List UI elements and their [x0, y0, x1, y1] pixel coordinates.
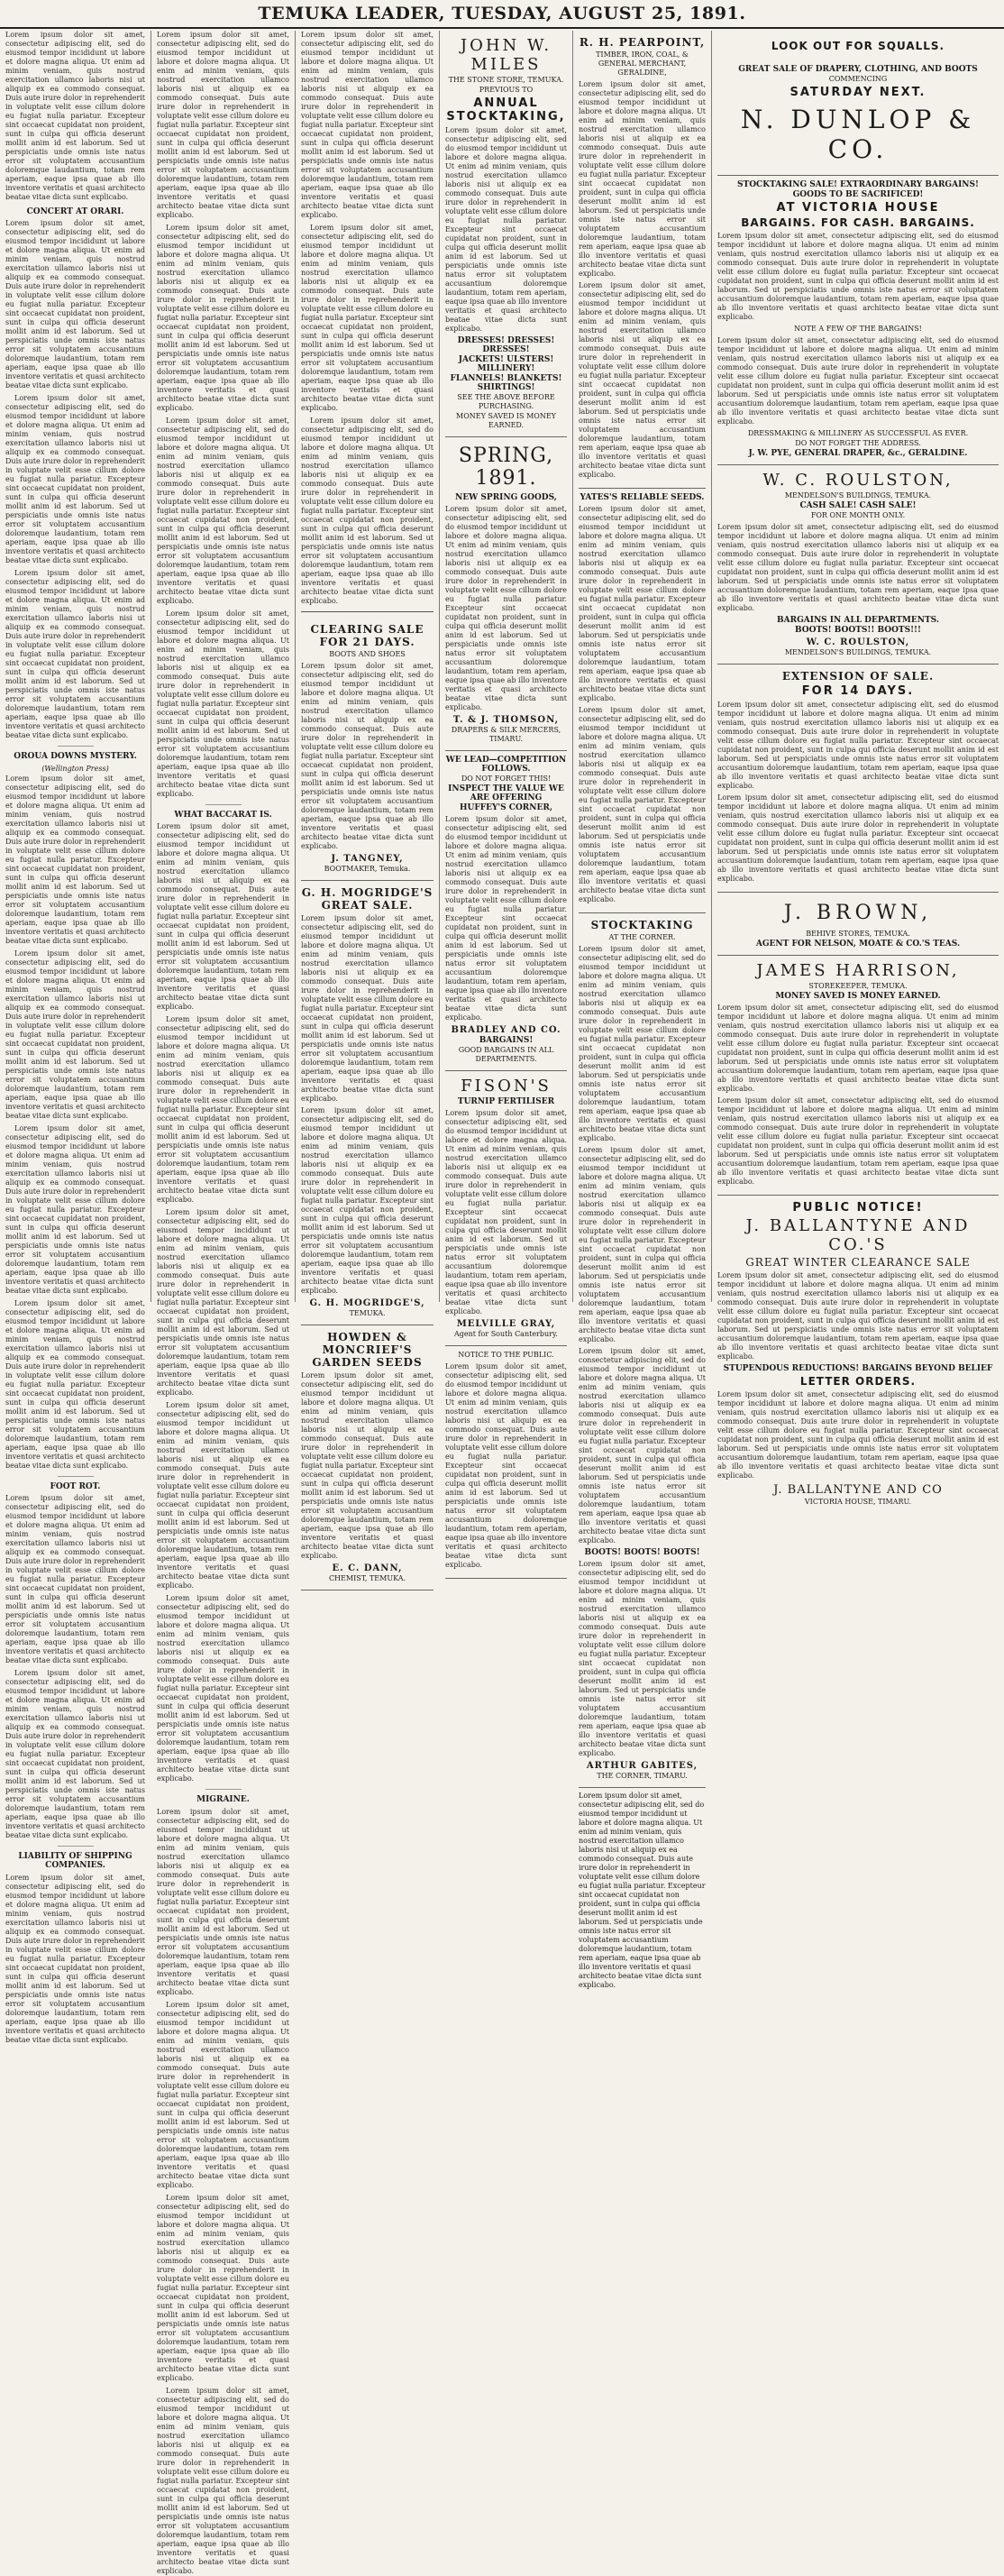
ad-fisons-fertiliser — [445, 1071, 567, 1346]
ad-line: STUPENDOUS REDUCTIONS! BARGAINS BEYOND BELIEF — [723, 1364, 993, 1373]
body-text: Lorem ipsum dolor sit amet, consectetur adipiscing elit, sed do eiusmod tempor incididunt ut labore et dolore magna aliqua. Ut enim ad minim veniam, quis nostrud exercitation ullamco laboris nisi ut aliquip ex ea commodo consequat. Duis aute irure dolor in reprehenderit in voluptate velit esse cillum dolore eu fugiat nulla pariatur. Excepteur sint occaecat cupidatat non proident, sunt in culpa qui officia deserunt mollit anim id est laborum. Sed ut perspiciatis unde omnis iste natus error sit voluptatem accusantium doloremque laudantium, totam rem aperiam, eaque ipsa quae ab illo inventore veritatis et quasi architecto beatae vitae dicta sunt explicabo. — [157, 417, 289, 605]
ad-body: Lorem ipsum dolor sit amet, consectetur adipiscing elit, sed do eiusmod tempor incididunt ut labore et dolore magna aliqua. Ut enim ad minim veniam, quis nostrud exercitation ullamco laboris nisi ut aliquip ex ea commodo consequat. Duis aute irure dolor in reprehenderit in voluptate velit esse cillum dolore eu fugiat nulla pariatur. Excepteur sint occaecat cupidatat non proident, sunt in culpa qui officia deserunt mollit anim id est laborum. Sed ut perspiciatis unde omnis iste natus error sit voluptatem accusantium doloremque laudantium, totam rem aperiam, eaque ipsa quae ab illo inventore veritatis et quasi architecto beatae vitae dicta sunt explicabo. — [301, 1106, 434, 1295]
ad-signature: W. C. ROULSTON, — [806, 637, 910, 647]
body-text: Lorem ipsum dolor sit amet, consectetur adipiscing elit, sed do eiusmod tempor incididunt ut labore et dolore magna aliqua. Ut enim ad minim veniam, quis nostrud exercitation ullamco laboris nisi ut aliquip ex ea commodo consequat. Duis aute irure dolor in reprehenderit in voluptate velit esse cillum dolore eu fugiat nulla pariatur. Excepteur sint occaecat cupidatat non proident, sunt in culpa qui officia deserunt mollit anim id est laborum. Sed ut perspiciatis unde omnis iste natus error sit voluptatem accusantium doloremque laudantium, totam rem aperiam, eaque ipsa quae ab illo inventore veritatis et quasi architecto beatae vitae dicta sunt explicabo. — [579, 1792, 706, 1989]
ad-signature: G. H. MOGRIDGE'S, — [309, 1298, 425, 1308]
ad-line: GOODS TO BE SACRIFICED! — [792, 190, 924, 199]
body-text: Lorem ipsum dolor sit amet, consectetur adipiscing elit, sed do eiusmod tempor incididunt ut labore et dolore magna aliqua. Ut enim ad minim veniam, quis nostrud exercitation ullamco laboris nisi ut aliquip ex ea commodo consequat. Duis aute irure dolor in reprehenderit in voluptate velit esse cillum dolore eu fugiat nulla pariatur. Excepteur sint occaecat cupidatat non proident, sunt in culpa qui officia deserunt mollit anim id est laborum. Sed ut perspiciatis unde omnis iste natus error sit voluptatem accusantium doloremque laudantium, totam rem aperiam, eaque ipsa quae ab illo inventore veritatis et quasi architecto beatae vitae dicta sunt explicabo. — [157, 1015, 289, 1205]
divider — [205, 1789, 242, 1790]
ad-line: Agent for South Canterbury. — [454, 1330, 558, 1338]
ad-line: HUFFEY'S CORNER, — [460, 803, 552, 812]
ad-body: Lorem ipsum dolor sit amet, consectetur adipiscing elit, sed do eiusmod tempor incididunt ut labore et dolore magna aliqua. Ut enim ad minim veniam, quis nostrud exercitation ullamco laboris nisi ut aliquip ex ea commodo consequat. Duis aute irure dolor in reprehenderit in voluptate velit esse cillum dolore eu fugiat nulla pariatur. Excepteur sint occaecat cupidatat non proident, sunt in culpa qui officia deserunt mollit anim id est laborum. Sed ut perspiciatis unde omnis iste natus error sit voluptatem accusantium doloremque laudantium, totam rem aperiam, eaque ipsa quae ab illo inventore veritatis et quasi architecto beatae vitae dicta sunt explicabo. — [301, 1371, 434, 1560]
ad-line: CASH SALE! CASH SALE! — [799, 501, 917, 510]
ad-body: Lorem ipsum dolor sit amet, consectetur adipiscing elit, sed do eiusmod tempor incididunt ut labore et dolore magna aliqua. Ut enim ad minim veniam, quis nostrud exercitation ullamco laboris nisi ut aliquip ex ea commodo consequat. Duis aute irure dolor in reprehenderit in voluptate velit esse cillum dolore eu fugiat nulla pariatur. Excepteur sint occaecat cupidatat non proident, sunt in culpa qui officia deserunt mollit anim id est laborum. Sed ut perspiciatis unde omnis iste natus error sit voluptatem accusantium doloremque laudantium, totam rem aperiam, eaque ipsa quae ab illo inventore veritatis et quasi architecto beatae vitae dicta sunt explicabo. — [579, 1560, 706, 1757]
ad-title: STOCKTAKING — [590, 919, 694, 931]
ad-line: NEW SPRING GOODS, — [455, 493, 557, 502]
ad-title: WE LEAD—COMPETITION FOLLOWS. — [445, 756, 567, 774]
column-3 — [296, 31, 440, 1582]
ad-body: Lorem ipsum dolor sit amet, consectetur adipiscing elit, sed do eiusmod tempor incididunt ut labore et dolore magna aliqua. Ut enim ad minim veniam, quis nostrud exercitation ullamco laboris nisi ut aliquip ex ea commodo consequat. Duis aute irure dolor in reprehenderit in voluptate velit esse cillum dolore eu fugiat nulla pariatur. Excepteur sint occaecat cupidatat non proident, sunt in culpa qui officia deserunt mollit anim id est laborum. Sed ut perspiciatis unde omnis iste natus error sit voluptatem accusantium doloremque laudantium, totam rem aperiam, eaque ipsa quae ab illo inventore veritatis et quasi architecto beatae vitae dicta sunt explicabo. — [717, 232, 999, 321]
body-text: Lorem ipsum dolor sit amet, consectetur adipiscing elit, sed do eiusmod tempor incididunt ut labore et dolore magna aliqua. Ut enim ad minim veniam, quis nostrud exercitation ullamco laboris nisi ut aliquip ex ea commodo consequat. Duis aute irure dolor in reprehenderit in voluptate velit esse cillum dolore eu fugiat nulla pariatur. Excepteur sint occaecat cupidatat non proident, sunt in culpa qui officia deserunt mollit anim id est laborum. Sed ut perspiciatis unde omnis iste natus error sit voluptatem accusantium doloremque laudantium, totam rem aperiam, eaque ipsa quae ab illo inventore veritatis et quasi architecto beatae vitae dicta sunt explicabo. — [5, 1873, 145, 2044]
ad-line: BARGAINS. FOR CASH. BARGAINS. — [741, 216, 975, 229]
ad-line: GREAT WINTER CLEARANCE SALE — [745, 1256, 971, 1269]
body-text: Lorem ipsum dolor sit amet, consectetur adipiscing elit, sed do eiusmod tempor incididunt ut labore et dolore magna aliqua. Ut enim ad minim veniam, quis nostrud exercitation ullamco laboris nisi ut aliquip ex ea commodo consequat. Duis aute irure dolor in reprehenderit in voluptate velit esse cillum dolore eu fugiat nulla pariatur. Excepteur sint occaecat cupidatat non proident, sunt in culpa qui officia deserunt mollit anim id est laborum. Sed ut perspiciatis unde omnis iste natus error sit voluptatem accusantium doloremque laudantium, totam rem aperiam, eaque ipsa quae ab illo inventore veritatis et quasi architecto beatae vitae dicta sunt explicabo. — [157, 224, 289, 412]
body-text: Lorem ipsum dolor sit amet, consectetur adipiscing elit, sed do eiusmod tempor incididunt ut labore et dolore magna aliqua. Ut enim ad minim veniam, quis nostrud exercitation ullamco laboris nisi ut aliquip ex ea commodo consequat. Duis aute irure dolor in reprehenderit in voluptate velit esse cillum dolore eu fugiat nulla pariatur. Excepteur sint occaecat cupidatat non proident, sunt in culpa qui officia deserunt mollit anim id est laborum. Sed ut perspiciatis unde omnis iste natus error sit voluptatem accusantium doloremque laudantium, totam rem aperiam, eaque ipsa quae ab illo inventore veritatis et quasi architecto beatae vitae dicta sunt explicabo. — [5, 1123, 145, 1295]
ad-signature: T. & J. THOMSON, — [452, 715, 560, 725]
body-text: Lorem ipsum dolor sit amet, consectetur adipiscing elit, sed do eiusmod tempor incididunt ut labore et dolore magna aliqua. Ut enim ad minim veniam, quis nostrud exercitation ullamco laboris nisi ut aliquip ex ea commodo consequat. Duis aute irure dolor in reprehenderit in voluptate velit esse cillum dolore eu fugiat nulla pariatur. Excepteur sint occaecat cupidatat non proident, sunt in culpa qui officia deserunt mollit anim id est laborum. Sed ut perspiciatis unde omnis iste natus error sit voluptatem accusantium doloremque laudantium, totam rem aperiam, eaque ipsa quae ab illo inventore veritatis et quasi architecto beatae vitae dicta sunt explicabo. — [157, 822, 289, 1012]
column-1 — [0, 31, 151, 2044]
ad-title: JAMES HARRISON, — [756, 961, 960, 980]
body-text: Lorem ipsum dolor sit amet, consectetur adipiscing elit, sed do eiusmod tempor incididunt ut labore et dolore magna aliqua. Ut enim ad minim veniam, quis nostrud exercitation ullamco laboris nisi ut aliquip ex ea commodo consequat. Duis aute irure dolor in reprehenderit in voluptate velit esse cillum dolore eu fugiat nulla pariatur. Excepteur sint occaecat cupidatat non proident, sunt in culpa qui officia deserunt mollit anim id est laborum. Sed ut perspiciatis unde omnis iste natus error sit voluptatem accusantium doloremque laudantium, totam rem aperiam, eaque ipsa quae ab illo inventore veritatis et quasi architecto beatae vitae dicta sunt explicabo. — [157, 610, 289, 798]
column-6 — [712, 31, 1004, 1506]
ad-title: EXTENSION OF SALE. — [781, 670, 935, 683]
headline-oroua-downs-mystery: OROUA DOWNS MYSTERY. — [14, 752, 137, 762]
headline-concert-at-orari: CONCERT AT ORARI. — [26, 207, 124, 216]
ad-victoria-house-pye — [717, 176, 999, 465]
ad-dunlop — [717, 31, 999, 176]
ad-subtitle: AT THE CORNER. — [608, 933, 676, 941]
body-text: Lorem ipsum dolor sit amet, consectetur adipiscing elit, sed do eiusmod tempor incididunt ut labore et dolore magna aliqua. Ut enim ad minim veniam, quis nostrud exercitation ullamco laboris nisi ut aliquip ex ea commodo consequat. Duis aute irure dolor in reprehenderit in voluptate velit esse cillum dolore eu fugiat nulla pariatur. Excepteur sint occaecat cupidatat non proident, sunt in culpa qui officia deserunt mollit anim id est laborum. Sed ut perspiciatis unde omnis iste natus error sit voluptatem accusantium doloremque laudantium, totam rem aperiam, eaque ipsa quae ab illo inventore veritatis et quasi architecto beatae vitae dicta sunt explicabo. — [5, 1494, 145, 1665]
ad-james-harrison — [717, 956, 999, 1196]
ad-body: Lorem ipsum dolor sit amet, consectetur adipiscing elit, sed do eiusmod tempor incididunt ut labore et dolore magna aliqua. Ut enim ad minim veniam, quis nostrud exercitation ullamco laboris nisi ut aliquip ex ea commodo consequat. Duis aute irure dolor in reprehenderit in voluptate velit esse cillum dolore eu fugiat nulla pariatur. Excepteur sint occaecat cupidatat non proident, sunt in culpa qui officia deserunt mollit anim id est laborum. Sed ut perspiciatis unde omnis iste natus error sit voluptatem accusantium doloremque laudantium, totam rem aperiam, eaque ipsa quae ab illo inventore veritatis et quasi architecto beatae vitae dicta sunt explicabo. — [579, 945, 706, 1142]
ad-signature: J. TANGNEY, — [331, 854, 404, 864]
ad-bradley-and-co — [445, 751, 567, 1071]
ad-title: SPRING, 1891. — [458, 445, 554, 490]
body-text: Lorem ipsum dolor sit amet, consectetur adipiscing elit, sed do eiusmod tempor incididunt ut labore et dolore magna aliqua. Ut enim ad minim veniam, quis nostrud exercitation ullamco laboris nisi ut aliquip ex ea commodo consequat. Duis aute irure dolor in reprehenderit in voluptate velit esse cillum dolore eu fugiat nulla pariatur. Excepteur sint occaecat cupidatat non proident, sunt in culpa qui officia deserunt mollit anim id est laborum. Sed ut perspiciatis unde omnis iste natus error sit voluptatem accusantium doloremque laudantium, totam rem aperiam, eaque ipsa quae ab illo inventore veritatis et quasi architecto beatae vitae dicta sunt explicabo. — [5, 1298, 145, 1470]
ad-subtitle: STOREKEEPER, TEMUKA. — [808, 982, 908, 990]
ad-line: NOTE A FEW OF THE BARGAINS! — [794, 325, 922, 333]
ad-body: Lorem ipsum dolor sit amet, consectetur adipiscing elit, sed do eiusmod tempor incididunt ut labore et dolore magna aliqua. Ut enim ad minim veniam, quis nostrud exercitation ullamco laboris nisi ut aliquip ex ea commodo consequat. Duis aute irure dolor in reprehenderit in voluptate velit esse cillum dolore eu fugiat nulla pariatur. Excepteur sint occaecat cupidatat non proident, sunt in culpa qui officia deserunt mollit anim id est laborum. Sed ut perspiciatis unde omnis iste natus error sit voluptatem accusantium doloremque laudantium, totam rem aperiam, eaque ipsa quae ab illo inventore veritatis et quasi architecto beatae vitae dicta sunt explicabo. — [717, 701, 999, 790]
ad-line: MONEY SAVED IS MONEY EARNED. — [456, 412, 556, 429]
column-4 — [440, 31, 573, 1569]
divider — [58, 1846, 94, 1847]
ad-spring-1891 — [445, 437, 567, 751]
ad-title: HOWDEN & MONCRIEF'S GARDEN SEEDS — [312, 1331, 423, 1369]
ad-title: STOCKTAKING SALE! EXTRAORDINARY BARGAINS! — [737, 180, 979, 189]
body-text: Lorem ipsum dolor sit amet, consectetur adipiscing elit, sed do eiusmod tempor incididunt ut labore et dolore magna aliqua. Ut enim ad minim veniam, quis nostrud exercitation ullamco laboris nisi ut aliquip ex ea commodo consequat. Duis aute irure dolor in reprehenderit in voluptate velit esse cillum dolore eu fugiat nulla pariatur. Excepteur sint occaecat cupidatat non proident, sunt in culpa qui officia deserunt mollit anim id est laborum. Sed ut perspiciatis unde omnis iste natus error sit voluptatem accusantium doloremque laudantium, totam rem aperiam, eaque ipsa quae ab illo inventore veritatis et quasi architecto beatae vitae dicta sunt explicabo. — [5, 949, 145, 1120]
body-text: Lorem ipsum dolor sit amet, consectetur adipiscing elit, sed do eiusmod tempor incididunt ut labore et dolore magna aliqua. Ut enim ad minim veniam, quis nostrud exercitation ullamco laboris nisi ut aliquip ex ea commodo consequat. Duis aute irure dolor in reprehenderit in voluptate velit esse cillum dolore eu fugiat nulla pariatur. Excepteur sint occaecat cupidatat non proident, sunt in culpa qui officia deserunt mollit anim id est laborum. Sed ut perspiciatis unde omnis iste natus error sit voluptatem accusantium doloremque laudantium, totam rem aperiam, eaque ipsa quae ab illo inventore veritatis et quasi architecto beatae vitae dicta sunt explicabo. — [5, 31, 145, 201]
ad-line: ANNUAL STOCKTAKING, — [446, 96, 566, 124]
ad-body: Lorem ipsum dolor sit amet, consectetur adipiscing elit, sed do eiusmod tempor incididunt ut labore et dolore magna aliqua. Ut enim ad minim veniam, quis nostrud exercitation ullamco laboris nisi ut aliquip ex ea commodo consequat. Duis aute irure dolor in reprehenderit in voluptate velit esse cillum dolore eu fugiat nulla pariatur. Excepteur sint occaecat cupidatat non proident, sunt in culpa qui officia deserunt mollit anim id est laborum. Sed ut perspiciatis unde omnis iste natus error sit voluptatem accusantium doloremque laudantium, totam rem aperiam, eaque ipsa quae ab illo inventore veritatis et quasi architecto beatae vitae dicta sunt explicabo. — [579, 281, 706, 479]
body-text: Lorem ipsum dolor sit amet, consectetur adipiscing elit, sed do eiusmod tempor incididunt ut labore et dolore magna aliqua. Ut enim ad minim veniam, quis nostrud exercitation ullamco laboris nisi ut aliquip ex ea commodo consequat. Duis aute irure dolor in reprehenderit in voluptate velit esse cillum dolore eu fugiat nulla pariatur. Excepteur sint occaecat cupidatat non proident, sunt in culpa qui officia deserunt mollit anim id est laborum. Sed ut perspiciatis unde omnis iste natus error sit voluptatem accusantium doloremque laudantium, totam rem aperiam, eaque ipsa quae ab illo inventore veritatis et quasi architecto beatae vitae dicta sunt explicabo. — [157, 31, 289, 219]
headline-what-baccarat-is: WHAT BACCARAT IS. — [174, 811, 272, 820]
body-text: Lorem ipsum dolor sit amet, consectetur adipiscing elit, sed do eiusmod tempor incididunt ut labore et dolore magna aliqua. Ut enim ad minim veniam, quis nostrud exercitation ullamco laboris nisi ut aliquip ex ea commodo consequat. Duis aute irure dolor in reprehenderit in voluptate velit esse cillum dolore eu fugiat nulla pariatur. Excepteur sint occaecat cupidatat non proident, sunt in culpa qui officia deserunt mollit anim id est laborum. Sed ut perspiciatis unde omnis iste natus error sit voluptatem accusantium doloremque laudantium, totam rem aperiam, eaque ipsa quae ab illo inventore veritatis et quasi architecto beatae vitae dicta sunt explicabo. — [157, 1208, 289, 1398]
ad-line: BOOTS AND SHOES — [329, 650, 406, 658]
ad-line: INSPECT THE VALUE WE ARE OFFERING — [448, 784, 564, 802]
ad-body: Lorem ipsum dolor sit amet, consectetur adipiscing elit, sed do eiusmod tempor incididunt ut labore et dolore magna aliqua. Ut enim ad minim veniam, quis nostrud exercitation ullamco laboris nisi ut aliquip ex ea commodo consequat. Duis aute irure dolor in reprehenderit in voluptate velit esse cillum dolore eu fugiat nulla pariatur. Excepteur sint occaecat cupidatat non proident, sunt in culpa qui officia deserunt mollit anim id est laborum. Sed ut perspiciatis unde omnis iste natus error sit voluptatem accusantium doloremque laudantium, totam rem aperiam, eaque ipsa quae ab illo inventore veritatis et quasi architecto beatae vitae dicta sunt explicabo. — [717, 523, 999, 612]
ad-line: BOOTS! BOOTS!! BOOTS!!! — [795, 626, 921, 635]
body-text: Lorem ipsum dolor sit amet, consectetur adipiscing elit, sed do eiusmod tempor incididunt ut labore et dolore magna aliqua. Ut enim ad minim veniam, quis nostrud exercitation ullamco laboris nisi ut aliquip ex ea commodo consequat. Duis aute irure dolor in reprehenderit in voluptate velit esse cillum dolore eu fugiat nulla pariatur. Excepteur sint occaecat cupidatat non proident, sunt in culpa qui officia deserunt mollit anim id est laborum. Sed ut perspiciatis unde omnis iste natus error sit voluptatem accusantium doloremque laudantium, totam rem aperiam, eaque ipsa quae ab illo inventore veritatis et quasi architecto beatae vitae dicta sunt explicabo. — [5, 774, 145, 945]
body-text: Lorem ipsum dolor sit amet, consectetur adipiscing elit, sed do eiusmod tempor incididunt ut labore et dolore magna aliqua. Ut enim ad minim veniam, quis nostrud exercitation ullamco laboris nisi ut aliquip ex ea commodo consequat. Duis aute irure dolor in reprehenderit in voluptate velit esse cillum dolore eu fugiat nulla pariatur. Excepteur sint occaecat cupidatat non proident, sunt in culpa qui officia deserunt mollit anim id est laborum. Sed ut perspiciatis unde omnis iste natus error sit voluptatem accusantium doloremque laudantium, totam rem aperiam, eaque ipsa quae ab illo inventore veritatis et quasi architecto beatae vitae dicta sunt explicabo. — [157, 2193, 289, 2382]
ad-line: DRESSMAKING & MILLINERY AS SUCCESSFUL AS EVER. — [747, 429, 969, 437]
masthead: TEMUKA LEADER, TUESDAY, AUGUST 25, 1891. — [0, 0, 1004, 29]
ad-yates-seeds — [579, 489, 706, 913]
ad-ballantyne — [717, 1196, 999, 1513]
ad-line: LETTER ORDERS. — [799, 1375, 917, 1388]
ad-body: Lorem ipsum dolor sit amet, consectetur adipiscing elit, sed do eiusmod tempor incididunt ut labore et dolore magna aliqua. Ut enim ad minim veniam, quis nostrud exercitation ullamco laboris nisi ut aliquip ex ea commodo consequat. Duis aute irure dolor in reprehenderit in voluptate velit esse cillum dolore eu fugiat nulla pariatur. Excepteur sint occaecat cupidatat non proident, sunt in culpa qui officia deserunt mollit anim id est laborum. Sed ut perspiciatis unde omnis iste natus error sit voluptatem accusantium doloremque laudantium, totam rem aperiam, eaque ipsa quae ab illo inventore veritatis et quasi architecto beatae vitae dicta sunt explicabo. — [717, 1096, 999, 1186]
ad-extension-of-sale — [717, 665, 999, 893]
divider — [58, 746, 94, 747]
ad-line: BOOTS! BOOTS! BOOTS! — [584, 1548, 700, 1557]
ad-body: Lorem ipsum dolor sit amet, consectetur adipiscing elit, sed do eiusmod tempor incididunt ut labore et dolore magna aliqua. Ut enim ad minim veniam, quis nostrud exercitation ullamco laboris nisi ut aliquip ex ea commodo consequat. Duis aute irure dolor in reprehenderit in voluptate velit esse cillum dolore eu fugiat nulla pariatur. Excepteur sint occaecat cupidatat non proident, sunt in culpa qui officia deserunt mollit anim id est laborum. Sed ut perspiciatis unde omnis iste natus error sit voluptatem accusantium doloremque laudantium, totam rem aperiam, eaque ipsa quae ab illo inventore veritatis et quasi architecto beatae vitae dicta sunt explicabo. — [579, 706, 706, 903]
ad-title: FISON'S — [461, 1077, 552, 1095]
ad-body: Lorem ipsum dolor sit amet, consectetur adipiscing elit, sed do eiusmod tempor incididunt ut labore et dolore magna aliqua. Ut enim ad minim veniam, quis nostrud exercitation ullamco laboris nisi ut aliquip ex ea commodo consequat. Duis aute irure dolor in reprehenderit in voluptate velit esse cillum dolore eu fugiat nulla pariatur. Excepteur sint occaecat cupidatat non proident, sunt in culpa qui officia deserunt mollit anim id est laborum. Sed ut perspiciatis unde omnis iste natus error sit voluptatem accusantium doloremque laudantium, totam rem aperiam, eaque ipsa quae ab illo inventore veritatis et quasi architecto beatae vitae dicta sunt explicabo. — [579, 1347, 706, 1545]
ad-title: W. C. ROULSTON, — [762, 471, 954, 490]
ad-title: G. H. MOGRIDGE'S GREAT SALE. — [301, 886, 434, 912]
body-text: Lorem ipsum dolor sit amet, consectetur adipiscing elit, sed do eiusmod tempor incididunt ut labore et dolore magna aliqua. Ut enim ad minim veniam, quis nostrud exercitation ullamco laboris nisi ut aliquip ex ea commodo consequat. Duis aute irure dolor in reprehenderit in voluptate velit esse cillum dolore eu fugiat nulla pariatur. Excepteur sint occaecat cupidatat non proident, sunt in culpa qui officia deserunt mollit anim id est laborum. Sed ut perspiciatis unde omnis iste natus error sit voluptatem accusantium doloremque laudantium, totam rem aperiam, eaque ipsa quae ab illo inventore veritatis et quasi architecto beatae vitae dicta sunt explicabo. — [157, 2000, 289, 2189]
ad-address: BEHIVE STORES, TEMUKA. — [806, 930, 910, 938]
ad-address: MENDELSON'S BUILDINGS, TEMUKA. — [784, 648, 932, 656]
divider — [58, 1476, 94, 1477]
ad-body: Lorem ipsum dolor sit amet, consectetur adipiscing elit, sed do eiusmod tempor incididunt ut labore et dolore magna aliqua. Ut enim ad minim veniam, quis nostrud exercitation ullamco laboris nisi ut aliquip ex ea commodo consequat. Duis aute irure dolor in reprehenderit in voluptate velit esse cillum dolore eu fugiat nulla pariatur. Excepteur sint occaecat cupidatat non proident, sunt in culpa qui officia deserunt mollit anim id est laborum. Sed ut perspiciatis unde omnis iste natus error sit voluptatem accusantium doloremque laudantium, totam rem aperiam, eaque ipsa quae ab illo inventore veritatis et quasi architecto beatae vitae dicta sunt explicabo. — [717, 1390, 999, 1480]
ad-line: FLANNELS! BLANKETS! SHIRTINGS! — [450, 374, 562, 392]
body-text: Lorem ipsum dolor sit amet, consectetur adipiscing elit, sed do eiusmod tempor incididunt ut labore et dolore magna aliqua. Ut enim ad minim veniam, quis nostrud exercitation ullamco laboris nisi ut aliquip ex ea commodo consequat. Duis aute irure dolor in reprehenderit in voluptate velit esse cillum dolore eu fugiat nulla pariatur. Excepteur sint occaecat cupidatat non proident, sunt in culpa qui officia deserunt mollit anim id est laborum. Sed ut perspiciatis unde omnis iste natus error sit voluptatem accusantium doloremque laudantium, totam rem aperiam, eaque ipsa quae ab illo inventore veritatis et quasi architecto beatae vitae dicta sunt explicabo. — [5, 394, 145, 565]
body-text: Lorem ipsum dolor sit amet, consectetur adipiscing elit, sed do eiusmod tempor incididunt ut labore et dolore magna aliqua. Ut enim ad minim veniam, quis nostrud exercitation ullamco laboris nisi ut aliquip ex ea commodo consequat. Duis aute irure dolor in reprehenderit in voluptate velit esse cillum dolore eu fugiat nulla pariatur. Excepteur sint occaecat cupidatat non proident, sunt in culpa qui officia deserunt mollit anim id est laborum. Sed ut perspiciatis unde omnis iste natus error sit voluptatem accusantium doloremque laudantium, totam rem aperiam, eaque ipsa quae ab illo inventore veritatis et quasi architecto beatae vitae dicta sunt explicabo. — [301, 31, 434, 219]
ad-line: COMMENCING — [828, 75, 888, 83]
headline-foot-rot: FOOT ROT. — [50, 1481, 101, 1491]
ad-body: Lorem ipsum dolor sit amet, consectetur adipiscing elit, sed do eiusmod tempor incididunt ut labore et dolore magna aliqua. Ut enim ad minim veniam, quis nostrud exercitation ullamco laboris nisi ut aliquip ex ea commodo consequat. Duis aute irure dolor in reprehenderit in voluptate velit esse cillum dolore eu fugiat nulla pariatur. Excepteur sint occaecat cupidatat non proident, sunt in culpa qui officia deserunt mollit anim id est laborum. Sed ut perspiciatis unde omnis iste natus error sit voluptatem accusantium doloremque laudantium, totam rem aperiam, eaque ipsa quae ab illo inventore veritatis et quasi architecto beatae vitae dicta sunt explicabo. — [579, 1146, 706, 1343]
ad-subtitle: TURNIP FERTILISER — [457, 1097, 555, 1106]
ad-signature: E. C. DANN, — [332, 1563, 403, 1573]
ad-signature: J. BALLANTYNE AND CO — [773, 1483, 943, 1497]
ad-john-w-miles — [445, 31, 567, 437]
ad-j-brown — [717, 893, 999, 956]
ad-mogridge-great-sale — [301, 881, 434, 1325]
ad-roulston — [717, 465, 999, 665]
ad-address: DRAPERS & SILK MERCERS, TIMARU. — [451, 726, 561, 743]
ad-address: TEMUKA. — [349, 1309, 386, 1317]
ad-title: LOOK OUT FOR SQUALLS. — [771, 40, 945, 52]
ad-body: Lorem ipsum dolor sit amet, consectetur adipiscing elit, sed do eiusmod tempor incididunt ut labore et dolore magna aliqua. Ut enim ad minim veniam, quis nostrud exercitation ullamco laboris nisi ut aliquip ex ea commodo consequat. Duis aute irure dolor in reprehenderit in voluptate velit esse cillum dolore eu fugiat nulla pariatur. Excepteur sint occaecat cupidatat non proident, sunt in culpa qui officia deserunt mollit anim id est laborum. Sed ut perspiciatis unde omnis iste natus error sit voluptatem accusantium doloremque laudantium, totam rem aperiam, eaque ipsa quae ab illo inventore veritatis et quasi architecto beatae vitae dicta sunt explicabo. — [579, 505, 706, 702]
ad-line: GREAT SALE OF DRAPERY, CLOTHING, AND BOOTS — [738, 65, 978, 74]
body-text: Lorem ipsum dolor sit amet, consectetur adipiscing elit, sed do eiusmod tempor incididunt ut labore et dolore magna aliqua. Ut enim ad minim veniam, quis nostrud exercitation ullamco laboris nisi ut aliquip ex ea commodo consequat. Duis aute irure dolor in reprehenderit in voluptate velit esse cillum dolore eu fugiat nulla pariatur. Excepteur sint occaecat cupidatat non proident, sunt in culpa qui officia deserunt mollit anim id est laborum. Sed ut perspiciatis unde omnis iste natus error sit voluptatem accusantium doloremque laudantium, totam rem aperiam, eaque ipsa quae ab illo inventore veritatis et quasi architecto beatae vitae dicta sunt explicabo. — [157, 1401, 289, 1591]
ad-body: Lorem ipsum dolor sit amet, consectetur adipiscing elit, sed do eiusmod tempor incididunt ut labore et dolore magna aliqua. Ut enim ad minim veniam, quis nostrud exercitation ullamco laboris nisi ut aliquip ex ea commodo consequat. Duis aute irure dolor in reprehenderit in voluptate velit esse cillum dolore eu fugiat nulla pariatur. Excepteur sint occaecat cupidatat non proident, sunt in culpa qui officia deserunt mollit anim id est laborum. Sed ut perspiciatis unde omnis iste natus error sit voluptatem accusantium doloremque laudantium, totam rem aperiam, eaque ipsa quae ab illo inventore veritatis et quasi architecto beatae vitae dicta sunt explicabo. — [445, 1362, 567, 1569]
ad-address: CHEMIST, TEMUKA. — [328, 1574, 406, 1582]
ad-address: THE CORNER, TIMARU. — [597, 1772, 688, 1780]
ad-signature: J. BROWN, — [783, 902, 933, 924]
column-2 — [151, 31, 296, 2575]
ad-line: PUBLIC NOTICE! — [792, 1201, 924, 1215]
ad-line: DO NOT FORGET THE ADDRESS. — [795, 439, 921, 447]
ad-signature: BRADLEY AND CO. — [451, 1025, 561, 1035]
ad-line: AT VICTORIA HOUSE — [776, 201, 940, 215]
ad-body: Lorem ipsum dolor sit amet, consectetur adipiscing elit, sed do eiusmod tempor incididunt ut labore et dolore magna aliqua. Ut enim ad minim veniam, quis nostrud exercitation ullamco laboris nisi ut aliquip ex ea commodo consequat. Duis aute irure dolor in reprehenderit in voluptate velit esse cillum dolore eu fugiat nulla pariatur. Excepteur sint occaecat cupidatat non proident, sunt in culpa qui officia deserunt mollit anim id est laborum. Sed ut perspiciatis unde omnis iste natus error sit voluptatem accusantium doloremque laudantium, totam rem aperiam, eaque ipsa quae ab illo inventore veritatis et quasi architecto beatae vitae dicta sunt explicabo. — [717, 793, 999, 883]
body-text: Lorem ipsum dolor sit amet, consectetur adipiscing elit, sed do eiusmod tempor incididunt ut labore et dolore magna aliqua. Ut enim ad minim veniam, quis nostrud exercitation ullamco laboris nisi ut aliquip ex ea commodo consequat. Duis aute irure dolor in reprehenderit in voluptate velit esse cillum dolore eu fugiat nulla pariatur. Excepteur sint occaecat cupidatat non proident, sunt in culpa qui officia deserunt mollit anim id est laborum. Sed ut perspiciatis unde omnis iste natus error sit voluptatem accusantium doloremque laudantium, totam rem aperiam, eaque ipsa quae ab illo inventore veritatis et quasi architecto beatae vitae dicta sunt explicabo. — [5, 1669, 145, 1840]
body-text: Lorem ipsum dolor sit amet, consectetur adipiscing elit, sed do eiusmod tempor incididunt ut labore et dolore magna aliqua. Ut enim ad minim veniam, quis nostrud exercitation ullamco laboris nisi ut aliquip ex ea commodo consequat. Duis aute irure dolor in reprehenderit in voluptate velit esse cillum dolore eu fugiat nulla pariatur. Excepteur sint occaecat cupidatat non proident, sunt in culpa qui officia deserunt mollit anim id est laborum. Sed ut perspiciatis unde omnis iste natus error sit voluptatem accusantium doloremque laudantium, totam rem aperiam, eaque ipsa quae ab illo inventore veritatis et quasi architecto beatae vitae dicta sunt explicabo. — [5, 219, 145, 390]
ad-title: JOHN W. MILES — [460, 36, 552, 74]
ad-line: AGENT FOR NELSON, MOATE & CO.'S TEAS. — [755, 940, 961, 949]
divider — [205, 804, 242, 805]
body-text: Lorem ipsum dolor sit amet, consectetur adipiscing elit, sed do eiusmod tempor incididunt ut labore et dolore magna aliqua. Ut enim ad minim veniam, quis nostrud exercitation ullamco laboris nisi ut aliquip ex ea commodo consequat. Duis aute irure dolor in reprehenderit in voluptate velit esse cillum dolore eu fugiat nulla pariatur. Excepteur sint occaecat cupidatat non proident, sunt in culpa qui officia deserunt mollit anim id est laborum. Sed ut perspiciatis unde omnis iste natus error sit voluptatem accusantium doloremque laudantium, totam rem aperiam, eaque ipsa quae ab illo inventore veritatis et quasi architecto beatae vitae dicta sunt explicabo. — [157, 1807, 289, 1996]
ad-title: YATES'S RELIABLE SEEDS. — [580, 493, 705, 502]
ad-body: Lorem ipsum dolor sit amet, consectetur adipiscing elit, sed do eiusmod tempor incididunt ut labore et dolore magna aliqua. Ut enim ad minim veniam, quis nostrud exercitation ullamco laboris nisi ut aliquip ex ea commodo consequat. Duis aute irure dolor in reprehenderit in voluptate velit esse cillum dolore eu fugiat nulla pariatur. Excepteur sint occaecat cupidatat non proident, sunt in culpa qui officia deserunt mollit anim id est laborum. Sed ut perspiciatis unde omnis iste natus error sit voluptatem accusantium doloremque laudantium, totam rem aperiam, eaque ipsa quae ab illo inventore veritatis et quasi architecto beatae vitae dicta sunt explicabo. — [445, 126, 567, 333]
ad-clearing-sale — [301, 618, 434, 881]
ad-notice-to-public — [445, 1346, 567, 1579]
ad-line: DRESSES! DRESSES! DRESSES! — [457, 336, 555, 354]
ad-line: BARGAINS! — [479, 1036, 534, 1045]
headline-source: (Wellington Press) — [41, 764, 109, 773]
ad-signature: MELVILLE GRAY, — [456, 1319, 556, 1329]
body-text: Lorem ipsum dolor sit amet, consectetur adipiscing elit, sed do eiusmod tempor incididunt ut labore et dolore magna aliqua. Ut enim ad minim veniam, quis nostrud exercitation ullamco laboris nisi ut aliquip ex ea commodo consequat. Duis aute irure dolor in reprehenderit in voluptate velit esse cillum dolore eu fugiat nulla pariatur. Excepteur sint occaecat cupidatat non proident, sunt in culpa qui officia deserunt mollit anim id est laborum. Sed ut perspiciatis unde omnis iste natus error sit voluptatem accusantium doloremque laudantium, totam rem aperiam, eaque ipsa quae ab illo inventore veritatis et quasi architecto beatae vitae dicta sunt explicabo. — [157, 1594, 289, 1783]
ad-line: SATURDAY NEXT. — [790, 86, 926, 99]
ad-title: NOTICE TO THE PUBLIC. — [458, 1351, 554, 1359]
divider — [301, 611, 434, 612]
ad-body: Lorem ipsum dolor sit amet, consectetur adipiscing elit, sed do eiusmod tempor incididunt ut labore et dolore magna aliqua. Ut enim ad minim veniam, quis nostrud exercitation ullamco laboris nisi ut aliquip ex ea commodo consequat. Duis aute irure dolor in reprehenderit in voluptate velit esse cillum dolore eu fugiat nulla pariatur. Excepteur sint occaecat cupidatat non proident, sunt in culpa qui officia deserunt mollit anim id est laborum. Sed ut perspiciatis unde omnis iste natus error sit voluptatem accusantium doloremque laudantium, totam rem aperiam, eaque ipsa quae ab illo inventore veritatis et quasi architecto beatae vitae dicta sunt explicabo. — [717, 336, 999, 426]
ad-stocktaking-gabites — [579, 913, 706, 1788]
ad-line: MONEY SAVED IS MONEY EARNED. — [775, 992, 941, 1001]
ad-signature: J. W. PYE, GENERAL DRAPER, &c., GERALDINE. — [748, 449, 968, 458]
ad-body: Lorem ipsum dolor sit amet, consectetur adipiscing elit, sed do eiusmod tempor incididunt ut labore et dolore magna aliqua. Ut enim ad minim veniam, quis nostrud exercitation ullamco laboris nisi ut aliquip ex ea commodo consequat. Duis aute irure dolor in reprehenderit in voluptate velit esse cillum dolore eu fugiat nulla pariatur. Excepteur sint occaecat cupidatat non proident, sunt in culpa qui officia deserunt mollit anim id est laborum. Sed ut perspiciatis unde omnis iste natus error sit voluptatem accusantium doloremque laudantium, totam rem aperiam, eaque ipsa quae ab illo inventore veritatis et quasi architecto beatae vitae dicta sunt explicabo. — [717, 1271, 999, 1361]
ad-line: DO NOT FORGET THIS! — [461, 775, 552, 783]
ad-subtitle: MENDELSON'S BUILDINGS, TEMUKA. — [784, 491, 932, 500]
ad-body: Lorem ipsum dolor sit amet, consectetur adipiscing elit, sed do eiusmod tempor incididunt ut labore et dolore magna aliqua. Ut enim ad minim veniam, quis nostrud exercitation ullamco laboris nisi ut aliquip ex ea commodo consequat. Duis aute irure dolor in reprehenderit in voluptate velit esse cillum dolore eu fugiat nulla pariatur. Excepteur sint occaecat cupidatat non proident, sunt in culpa qui officia deserunt mollit anim id est laborum. Sed ut perspiciatis unde omnis iste natus error sit voluptatem accusantium doloremque laudantium, totam rem aperiam, eaque ipsa quae ab illo inventore veritatis et quasi architecto beatae vitae dicta sunt explicabo. — [445, 505, 567, 711]
body-text: Lorem ipsum dolor sit amet, consectetur adipiscing elit, sed do eiusmod tempor incididunt ut labore et dolore magna aliqua. Ut enim ad minim veniam, quis nostrud exercitation ullamco laboris nisi ut aliquip ex ea commodo consequat. Duis aute irure dolor in reprehenderit in voluptate velit esse cillum dolore eu fugiat nulla pariatur. Excepteur sint occaecat cupidatat non proident, sunt in culpa qui officia deserunt mollit anim id est laborum. Sed ut perspiciatis unde omnis iste natus error sit voluptatem accusantium doloremque laudantium, totam rem aperiam, eaque ipsa quae ab illo inventore veritatis et quasi architecto beatae vitae dicta sunt explicabo. — [301, 417, 434, 605]
ad-howden-moncrief — [301, 1325, 434, 1591]
body-text: Lorem ipsum dolor sit amet, consectetur adipiscing elit, sed do eiusmod tempor incididunt ut labore et dolore magna aliqua. Ut enim ad minim veniam, quis nostrud exercitation ullamco laboris nisi ut aliquip ex ea commodo consequat. Duis aute irure dolor in reprehenderit in voluptate velit esse cillum dolore eu fugiat nulla pariatur. Excepteur sint occaecat cupidatat non proident, sunt in culpa qui officia deserunt mollit anim id est laborum. Sed ut perspiciatis unde omnis iste natus error sit voluptatem accusantium doloremque laudantium, totam rem aperiam, eaque ipsa quae ab illo inventore veritatis et quasi architecto beatae vitae dicta sunt explicabo. — [301, 224, 434, 412]
ad-subtitle: TIMBER, IRON, COAL, & GENERAL MERCHANT, GERALDINE, — [596, 50, 689, 77]
ad-body: Lorem ipsum dolor sit amet, consectetur adipiscing elit, sed do eiusmod tempor incididunt ut labore et dolore magna aliqua. Ut enim ad minim veniam, quis nostrud exercitation ullamco laboris nisi ut aliquip ex ea commodo consequat. Duis aute irure dolor in reprehenderit in voluptate velit esse cillum dolore eu fugiat nulla pariatur. Excepteur sint occaecat cupidatat non proident, sunt in culpa qui officia deserunt mollit anim id est laborum. Sed ut perspiciatis unde omnis iste natus error sit voluptatem accusantium doloremque laudantium, totam rem aperiam, eaque ipsa quae ab illo inventore veritatis et quasi architecto beatae vitae dicta sunt explicabo. — [301, 914, 434, 1103]
ad-body: Lorem ipsum dolor sit amet, consectetur adipiscing elit, sed do eiusmod tempor incididunt ut labore et dolore magna aliqua. Ut enim ad minim veniam, quis nostrud exercitation ullamco laboris nisi ut aliquip ex ea commodo consequat. Duis aute irure dolor in reprehenderit in voluptate velit esse cillum dolore eu fugiat nulla pariatur. Excepteur sint occaecat cupidatat non proident, sunt in culpa qui officia deserunt mollit anim id est laborum. Sed ut perspiciatis unde omnis iste natus error sit voluptatem accusantium doloremque laudantium, totam rem aperiam, eaque ipsa quae ab illo inventore veritatis et quasi architecto beatae vitae dicta sunt explicabo. — [445, 1109, 567, 1316]
ad-body: Lorem ipsum dolor sit amet, consectetur adipiscing elit, sed do eiusmod tempor incididunt ut labore et dolore magna aliqua. Ut enim ad minim veniam, quis nostrud exercitation ullamco laboris nisi ut aliquip ex ea commodo consequat. Duis aute irure dolor in reprehenderit in voluptate velit esse cillum dolore eu fugiat nulla pariatur. Excepteur sint occaecat cupidatat non proident, sunt in culpa qui officia deserunt mollit anim id est laborum. Sed ut perspiciatis unde omnis iste natus error sit voluptatem accusantium doloremque laudantium, totam rem aperiam, eaque ipsa quae ab illo inventore veritatis et quasi architecto beatae vitae dicta sunt explicabo. — [717, 1004, 999, 1093]
ad-title: R. H. PEARPOINT, — [579, 36, 706, 49]
ad-subtitle: THE STONE STORE, TEMUKA. — [448, 76, 564, 84]
ad-body: Lorem ipsum dolor sit amet, consectetur adipiscing elit, sed do eiusmod tempor incididunt ut labore et dolore magna aliqua. Ut enim ad minim veniam, quis nostrud exercitation ullamco laboris nisi ut aliquip ex ea commodo consequat. Duis aute irure dolor in reprehenderit in voluptate velit esse cillum dolore eu fugiat nulla pariatur. Excepteur sint occaecat cupidatat non proident, sunt in culpa qui officia deserunt mollit anim id est laborum. Sed ut perspiciatis unde omnis iste natus error sit voluptatem accusantium doloremque laudantium, totam rem aperiam, eaque ipsa quae ab illo inventore veritatis et quasi architecto beatae vitae dicta sunt explicabo. — [445, 815, 567, 1022]
ad-line: FOR 14 DAYS. — [801, 684, 915, 698]
ad-signature: ARTHUR GABITES, — [586, 1761, 698, 1771]
column-5 — [573, 31, 712, 1989]
ad-body: Lorem ipsum dolor sit amet, consectetur adipiscing elit, sed do eiusmod tempor incididunt ut labore et dolore magna aliqua. Ut enim ad minim veniam, quis nostrud exercitation ullamco laboris nisi ut aliquip ex ea commodo consequat. Duis aute irure dolor in reprehenderit in voluptate velit esse cillum dolore eu fugiat nulla pariatur. Excepteur sint occaecat cupidatat non proident, sunt in culpa qui officia deserunt mollit anim id est laborum. Sed ut perspiciatis unde omnis iste natus error sit voluptatem accusantium doloremque laudantium, totam rem aperiam, eaque ipsa quae ab illo inventore veritatis et quasi architecto beatae vitae dicta sunt explicabo. — [301, 662, 434, 850]
ad-address: VICTORIA HOUSE, TIMARU. — [804, 1498, 912, 1506]
ad-line: BARGAINS IN ALL DEPARTMENTS. — [777, 616, 939, 625]
ad-signature: N. DUNLOP & CO. — [740, 105, 976, 164]
ad-title: CLEARING SALE FOR 21 DAYS. — [310, 623, 424, 648]
ad-line: PREVIOUS TO — [479, 86, 534, 94]
ad-title: J. BALLANTYNE AND CO.'S — [745, 1216, 971, 1254]
body-text: Lorem ipsum dolor sit amet, consectetur adipiscing elit, sed do eiusmod tempor incididunt ut labore et dolore magna aliqua. Ut enim ad minim veniam, quis nostrud exercitation ullamco laboris nisi ut aliquip ex ea commodo consequat. Duis aute irure dolor in reprehenderit in voluptate velit esse cillum dolore eu fugiat nulla pariatur. Excepteur sint occaecat cupidatat non proident, sunt in culpa qui officia deserunt mollit anim id est laborum. Sed ut perspiciatis unde omnis iste natus error sit voluptatem accusantium doloremque laudantium, totam rem aperiam, eaque ipsa quae ab illo inventore veritatis et quasi architecto beatae vitae dicta sunt explicabo. — [5, 569, 145, 740]
headline-migraine: MIGRAINE. — [196, 1795, 250, 1805]
ad-body: Lorem ipsum dolor sit amet, consectetur adipiscing elit, sed do eiusmod tempor incididunt ut labore et dolore magna aliqua. Ut enim ad minim veniam, quis nostrud exercitation ullamco laboris nisi ut aliquip ex ea commodo consequat. Duis aute irure dolor in reprehenderit in voluptate velit esse cillum dolore eu fugiat nulla pariatur. Excepteur sint occaecat cupidatat non proident, sunt in culpa qui officia deserunt mollit anim id est laborum. Sed ut perspiciatis unde omnis iste natus error sit voluptatem accusantium doloremque laudantium, totam rem aperiam, eaque ipsa quae ab illo inventore veritatis et quasi architecto beatae vitae dicta sunt explicabo. — [579, 80, 706, 278]
ad-line: JACKETS! ULSTERS! MILLINERY! — [458, 355, 554, 373]
ad-line: SEE THE ABOVE BEFORE PURCHASING. — [457, 393, 555, 410]
body-text: Lorem ipsum dolor sit amet, consectetur adipiscing elit, sed do eiusmod tempor incididunt ut labore et dolore magna aliqua. Ut enim ad minim veniam, quis nostrud exercitation ullamco laboris nisi ut aliquip ex ea commodo consequat. Duis aute irure dolor in reprehenderit in voluptate velit esse cillum dolore eu fugiat nulla pariatur. Excepteur sint occaecat cupidatat non proident, sunt in culpa qui officia deserunt mollit anim id est laborum. Sed ut perspiciatis unde omnis iste natus error sit voluptatem accusantium doloremque laudantium, totam rem aperiam, eaque ipsa quae ab illo inventore veritatis et quasi architecto beatae vitae dicta sunt explicabo. — [157, 2386, 289, 2575]
ad-pearpoint — [579, 31, 706, 489]
ad-address: BOOTMAKER, Temuka. — [324, 865, 411, 873]
ad-line: GOOD BARGAINS IN ALL DEPARTMENTS. — [458, 1046, 554, 1063]
headline-liability-of-shipping-companies: LIABILITY OF SHIPPING COMPANIES. — [18, 1852, 132, 1871]
ad-line: FOR ONE MONTH ONLY. — [810, 511, 906, 519]
